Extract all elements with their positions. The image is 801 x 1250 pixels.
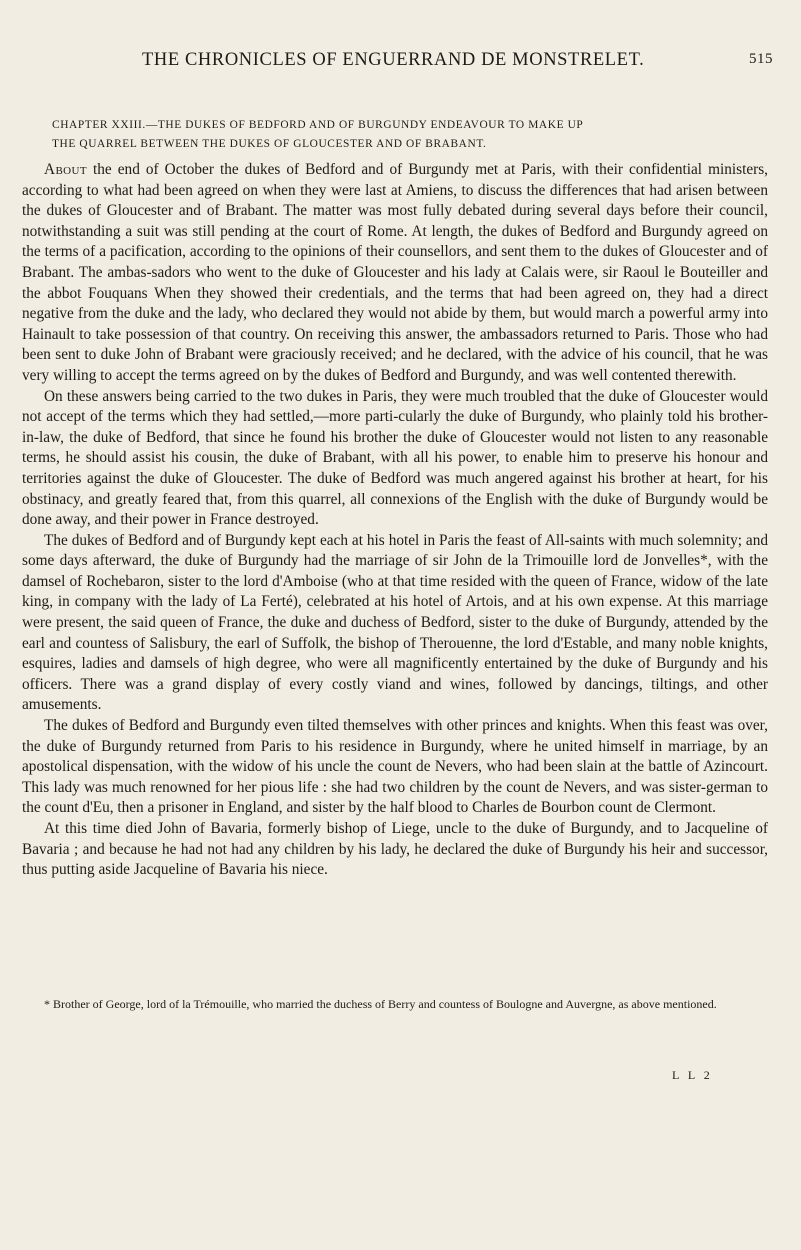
paragraph-3: The dukes of Bedford and of Burgundy kept each at his hotel in Paris the feast of All-saints with much solemnity; and some days afterward, the duke of Burgundy had the marriage of sir John de la Trimouille lord de Jonvelles*, with the damsel of Rochebaron, sister to the lord d'Amboise (who at that time resided with the queen of France, widow of the late king, in company with the lady of La Ferté), celebrated at his hotel of Artois, and at his own expense. At this marriage were present, the said queen of France, the duke and duchess of Bedford, sister to the duke of Burgundy, attended by the earl and countess of Salisbury, the earl of Suffolk, the bishop of Therouenne, the lord d'Estable, and many noble knights, esquires, ladies and damsels of high degree, who were all magnificently entertained by the duke of Burgundy and his officers. There was a grand display of every costly viand and wines, followed by dancings, tiltings, and other amusements. [22,531,768,714]
chapter-heading [0,116,801,154]
paragraph-1 [22,160,768,387]
running-head [0,50,801,71]
opening-word: About [44,161,87,178]
page-number: 515 [749,51,773,67]
chapter-heading-line-2: THE QUARREL BETWEEN THE DUKES OF GLOUCESTER AND OF BRABANT. [52,138,487,150]
paragraph-2: On these answers being carried to the two dukes in Paris, they were much troubled that the duke of Gloucester would not accept of the terms which they had settled,—more parti-cularly the duke of Burgundy, who plainly told his brother-in-law, the duke of Bedford, that since he found his brother the duke of Gloucester would not listen to any reasonable terms, he should assist his cousin, the duke of Brabant, with all his power, to enable him to preserve his honour and territories against the duke of Gloucester. The duke of Bedford was much angered against his brother at heart, for his obstinacy, and greatly feared that, from this quarrel, all connexions of the English with the duke of Burgundy would be done away, and their power in France destroyed. [22,387,768,529]
chapter-heading-line-1: CHAPTER XXIII.—THE DUKES OF BEDFORD AND OF BURGUNDY ENDEAVOUR TO MAKE UP [52,119,584,131]
signature-mark: L L 2 [672,1068,713,1082]
chapter-body [0,160,801,881]
footnote [0,996,801,1012]
footnote-text: * Brother of George, lord of la Trémouille, who married the duchess of Berry and countess of Boulogne and Auvergne, as above mentioned. [44,997,717,1011]
running-title: THE CHRONICLES OF ENGUERRAND DE MONSTRELET. [142,50,645,70]
paragraph-1-text: the end of October the dukes of Bedford and of Burgundy met at Paris, with their confidential ministers, according to what had been agreed on when they were last at Amiens, to discuss the differences that had arisen between the dukes of Gloucester and of Brabant. The matter was most fully debated during several days before their council, notwithstanding a suit was still pending at the court of Rome. At length, the dukes of Bedford and Burgundy agreed on the terms of a pacification, according to the opinions of their counsellors, and sent them to the dukes of Gloucester and of Brabant. The ambas-sadors who went to the duke of Gloucester and his lady at Calais were, sir Raoul le Bouteiller and the abbot Fouquans When they showed their credentials, and the terms that had been agreed on, they had a direct negative from the duke and the lady, who declared they would not abide by them, but would march a powerful army into Hainault to take possession of that country. On receiving this answer, the ambassadors returned to Paris. Those who had been sent to duke John of Brabant were graciously received; and he declared, with the advice of his council, that he was very willing to accept the terms agreed on by the dukes of Bedford and Burgundy, and was well contented therewith. [22,161,768,384]
paragraph-4: The dukes of Bedford and Burgundy even tilted themselves with other princes and knights. When this feast was over, the duke of Burgundy returned from Paris to his residence in Burgundy, where he united himself in marriage, by an apostolical dispensation, with the widow of his uncle the count de Nevers, who had been slain at the battle of Azincourt. This lady was much renowned for her pious life : she had two children by the count de Nevers, and was sister-german to the count d'Eu, then a prisoner in England, and sister by the half blood to Charles de Bourbon count de Clermont. [22,717,768,817]
paragraph-5: At this time died John of Bavaria, formerly bishop of Liege, uncle to the duke of Burgundy, and to Jacqueline of Bavaria ; and because he had not had any children by his lady, he declared the duke of Burgundy his heir and successor, thus putting aside Jacqueline of Bavaria his niece. [22,820,768,879]
